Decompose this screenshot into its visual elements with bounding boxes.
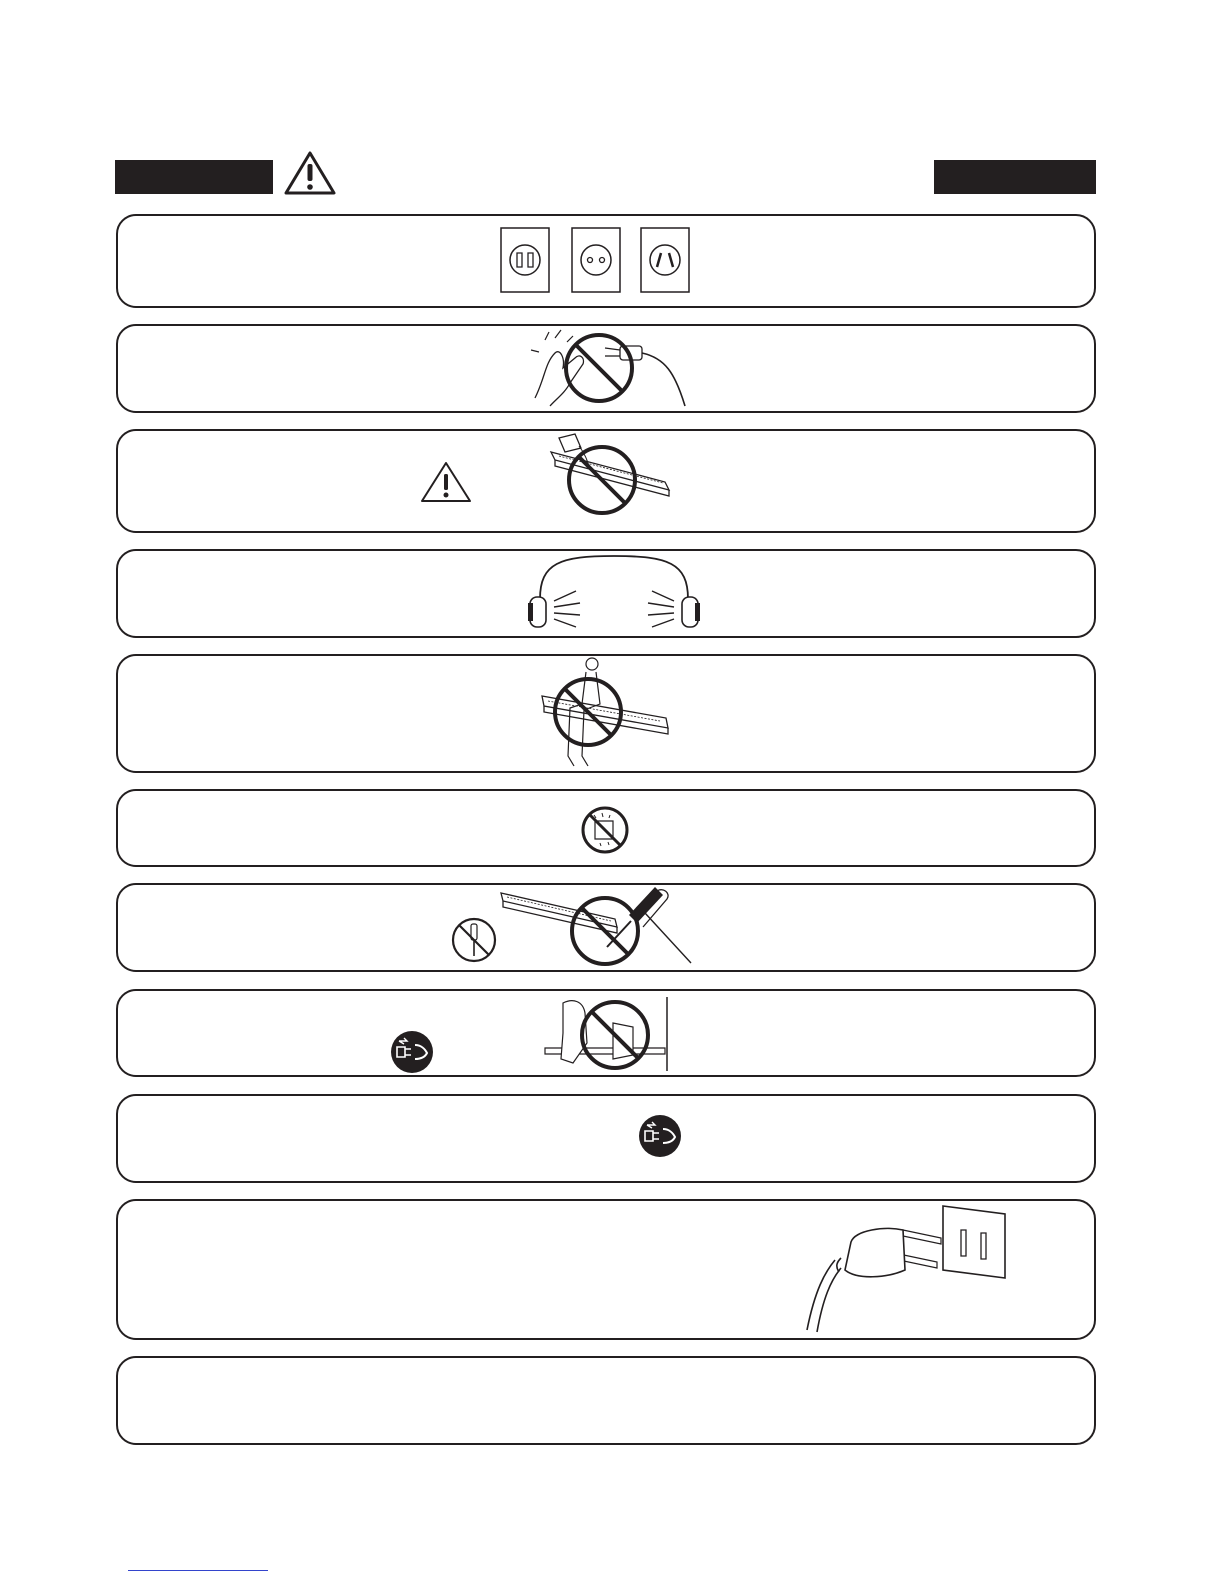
outlet-two-flat-slots-icon (500, 227, 550, 293)
outlet-two-round-holes-icon (571, 227, 621, 293)
warning-triangle-icon (283, 150, 337, 196)
plug-and-outlet-icon (795, 1200, 1010, 1338)
unplug-icon (637, 1113, 683, 1159)
warning-triangle-icon (419, 461, 473, 503)
header-left-bar (115, 160, 273, 194)
panel-unplug-when-unused (116, 1094, 1096, 1183)
footer-link-underline (128, 1570, 268, 1571)
no-disassembly-icon (450, 916, 498, 964)
headphones-icon (524, 553, 704, 633)
wet-hand-plug-prohibited-icon (525, 328, 695, 408)
no-moisture-icon (580, 805, 630, 855)
panel-general-note (116, 1356, 1096, 1445)
unplug-icon (389, 1029, 435, 1075)
person-sitting-keyboard-prohibited-icon (538, 656, 673, 770)
water-on-keyboard-prohibited-icon (545, 432, 675, 520)
screwdriver-keyboard-prohibited-icon (495, 883, 695, 968)
cord-pull-prohibited-icon (543, 993, 673, 1077)
header-right-bar (934, 160, 1096, 194)
outlet-angled-slots-icon (640, 227, 690, 293)
